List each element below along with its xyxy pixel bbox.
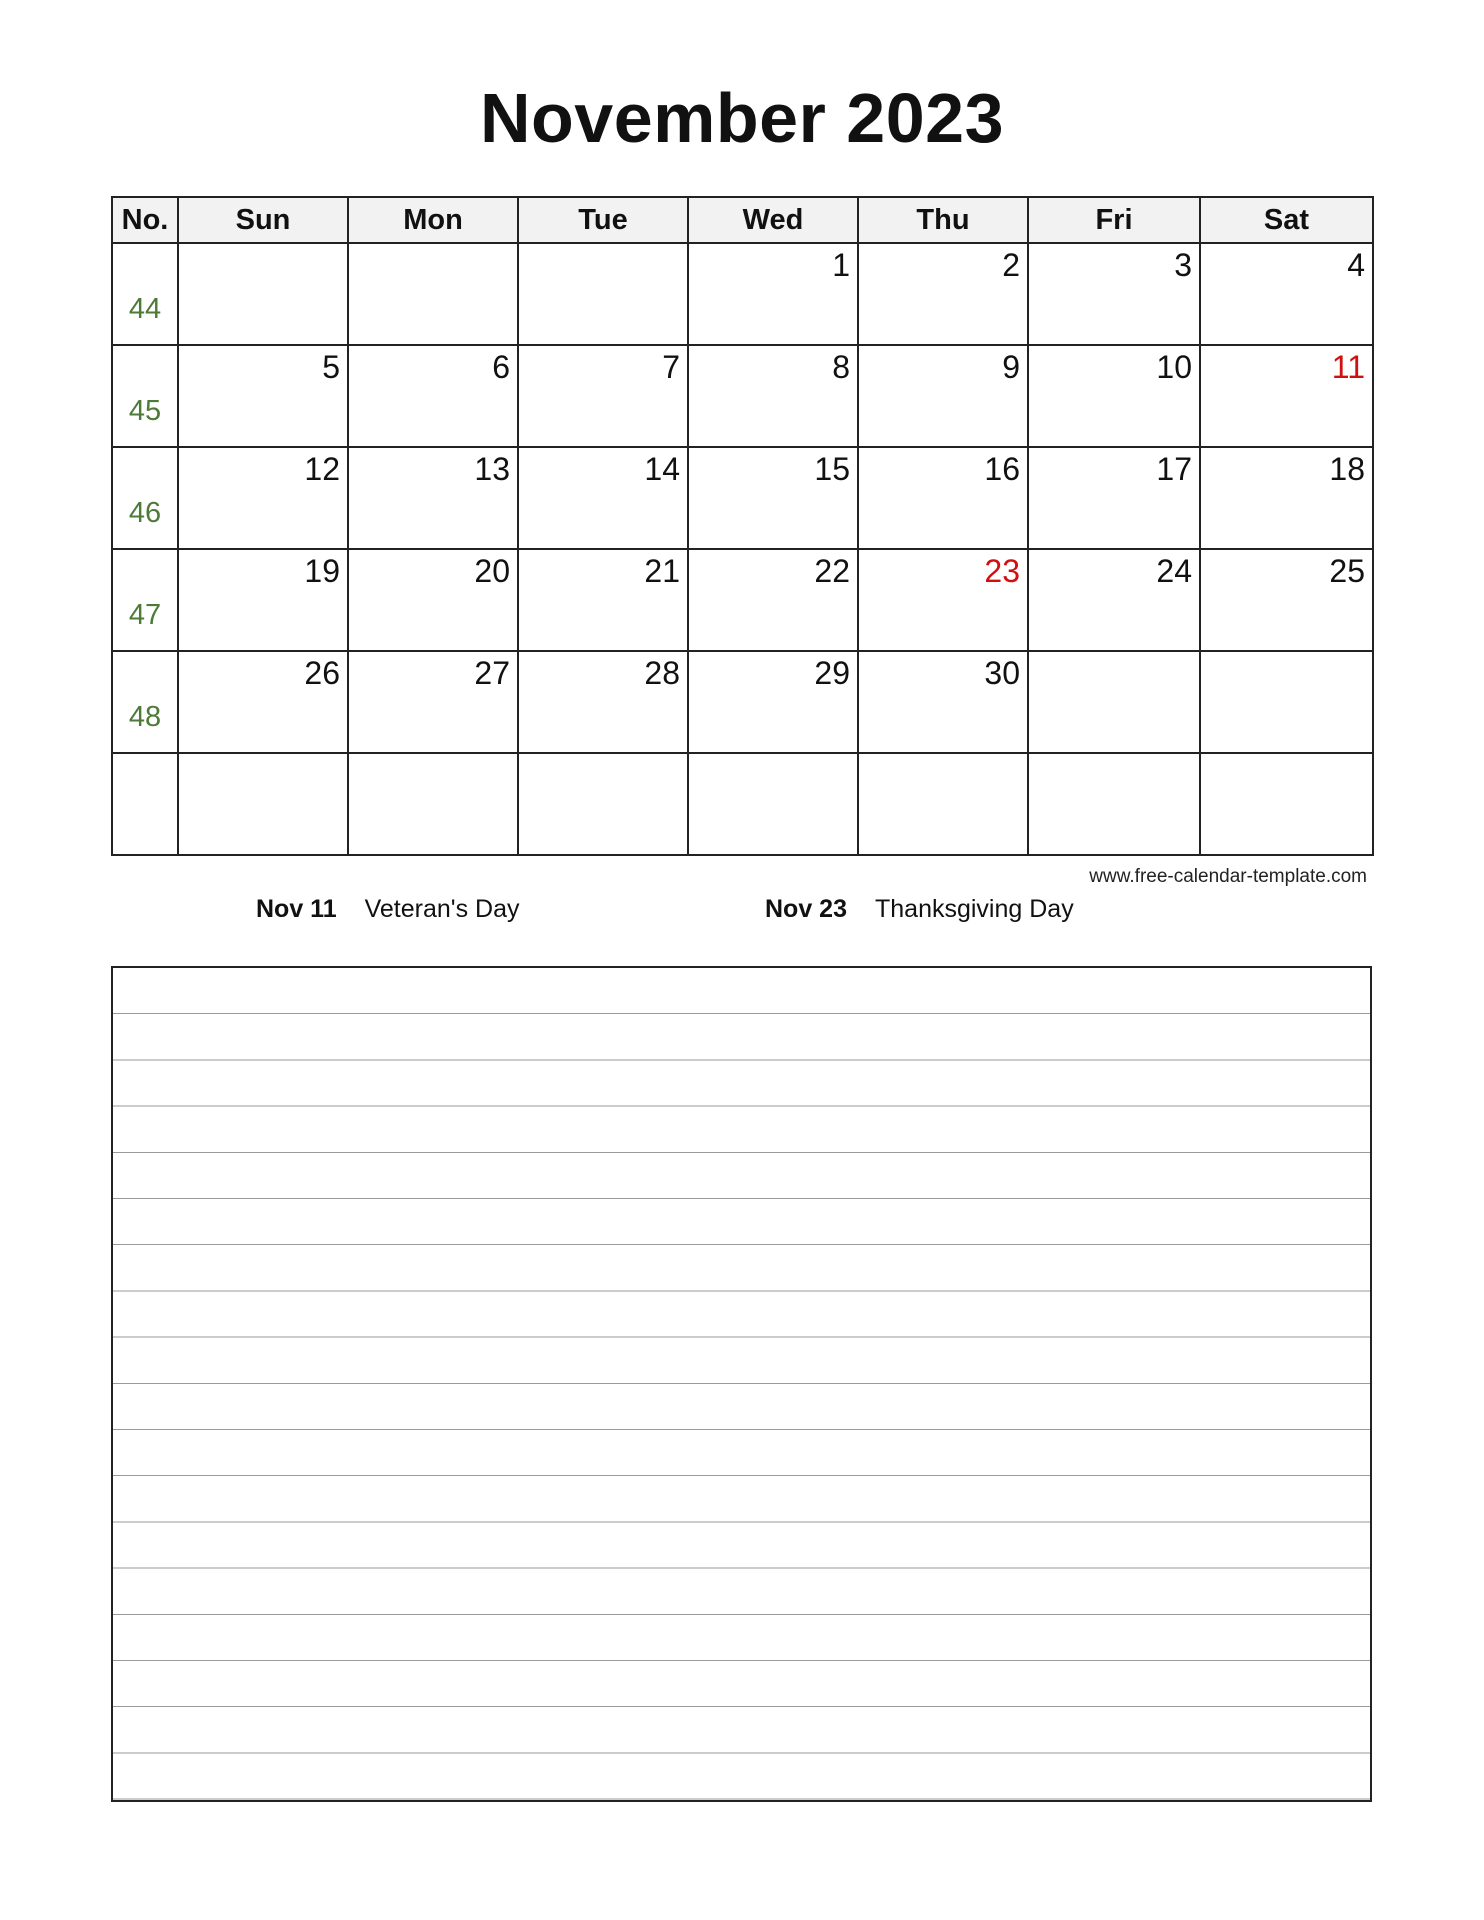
day-number: 23	[984, 553, 1020, 589]
day-number: 7	[662, 349, 680, 385]
weekday-header-sun: Sun	[178, 197, 348, 243]
week-number: 44	[128, 292, 162, 325]
day-cell-wed[interactable]	[688, 753, 858, 855]
day-number: 25	[1329, 553, 1365, 589]
day-number: 10	[1156, 349, 1192, 385]
holiday-date: Nov 23	[765, 895, 847, 923]
day-number: 21	[644, 553, 680, 589]
week-number-cell	[112, 651, 178, 753]
week-number: 48	[128, 700, 162, 733]
day-cell-mon[interactable]	[348, 345, 518, 447]
week-row	[112, 447, 1373, 549]
day-number: 15	[814, 451, 850, 487]
day-cell-fri[interactable]	[1028, 651, 1200, 753]
week-row	[112, 753, 1373, 855]
day-cell-fri[interactable]	[1028, 243, 1200, 345]
day-cell-sun[interactable]	[178, 753, 348, 855]
day-cell-wed[interactable]	[688, 549, 858, 651]
day-cell-tue[interactable]	[518, 549, 688, 651]
day-cell-sat[interactable]	[1200, 243, 1373, 345]
weekday-header-thu: Thu	[858, 197, 1028, 243]
week-number: 45	[128, 394, 162, 427]
day-cell-mon[interactable]	[348, 753, 518, 855]
week-number-cell	[112, 243, 178, 345]
weekday-header-wed: Wed	[688, 197, 858, 243]
day-cell-sun[interactable]	[178, 345, 348, 447]
notes-lined-area[interactable]	[111, 966, 1372, 1802]
day-cell-tue[interactable]	[518, 753, 688, 855]
day-cell-sat[interactable]	[1200, 549, 1373, 651]
week-number-cell	[112, 447, 178, 549]
day-cell-thu[interactable]	[858, 549, 1028, 651]
week-row	[112, 549, 1373, 651]
day-cell-thu[interactable]	[858, 651, 1028, 753]
day-cell-wed[interactable]	[688, 243, 858, 345]
website-credit: www.free-calendar-template.com	[1089, 866, 1367, 887]
day-cell-fri[interactable]	[1028, 549, 1200, 651]
day-number: 27	[474, 655, 510, 691]
day-number: 26	[304, 655, 340, 691]
day-number: 11	[1331, 349, 1365, 385]
day-number: 18	[1329, 451, 1365, 487]
day-cell-sat[interactable]	[1200, 345, 1373, 447]
day-cell-tue[interactable]	[518, 651, 688, 753]
day-cell-wed[interactable]	[688, 651, 858, 753]
day-number: 3	[1174, 247, 1192, 283]
day-cell-sun[interactable]	[178, 447, 348, 549]
day-number: 6	[492, 349, 510, 385]
day-cell-sun[interactable]	[178, 243, 348, 345]
week-number: 47	[128, 598, 162, 631]
day-cell-sun[interactable]	[178, 651, 348, 753]
day-cell-mon[interactable]	[348, 243, 518, 345]
day-cell-fri[interactable]	[1028, 753, 1200, 855]
day-cell-mon[interactable]	[348, 549, 518, 651]
holiday-entry	[765, 895, 1074, 924]
day-number: 14	[644, 451, 680, 487]
day-cell-thu[interactable]	[858, 243, 1028, 345]
weekday-header-row	[112, 197, 1373, 243]
day-cell-thu[interactable]	[858, 753, 1028, 855]
holiday-date: Nov 11	[256, 895, 337, 923]
day-number: 12	[304, 451, 340, 487]
weekday-header-mon: Mon	[348, 197, 518, 243]
day-cell-sun[interactable]	[178, 549, 348, 651]
day-number: 5	[322, 349, 340, 385]
day-number: 30	[984, 655, 1020, 691]
day-cell-thu[interactable]	[858, 345, 1028, 447]
day-number: 24	[1156, 553, 1192, 589]
day-cell-mon[interactable]	[348, 447, 518, 549]
week-row	[112, 243, 1373, 345]
day-number: 13	[474, 451, 510, 487]
day-cell-mon[interactable]	[348, 651, 518, 753]
day-number: 17	[1156, 451, 1192, 487]
weekday-header-sat: Sat	[1200, 197, 1373, 243]
calendar-grid	[111, 196, 1374, 856]
day-number: 4	[1347, 247, 1365, 283]
week-number-cell	[112, 345, 178, 447]
day-number: 1	[832, 247, 850, 283]
day-number: 28	[644, 655, 680, 691]
day-cell-sat[interactable]	[1200, 753, 1373, 855]
day-cell-thu[interactable]	[858, 447, 1028, 549]
day-cell-wed[interactable]	[688, 447, 858, 549]
holiday-entry	[256, 895, 519, 924]
day-number: 19	[304, 553, 340, 589]
day-cell-tue[interactable]	[518, 243, 688, 345]
week-row	[112, 345, 1373, 447]
day-number: 29	[814, 655, 850, 691]
week-number: 46	[128, 496, 162, 529]
day-number: 16	[984, 451, 1020, 487]
week-number-header: No.	[112, 197, 178, 243]
page-title: November 2023	[479, 79, 1004, 157]
day-number: 8	[832, 349, 850, 385]
day-number: 2	[1002, 247, 1020, 283]
day-number: 20	[474, 553, 510, 589]
day-cell-sat[interactable]	[1200, 447, 1373, 549]
week-number-cell	[112, 753, 178, 855]
day-cell-tue[interactable]	[518, 345, 688, 447]
week-row	[112, 651, 1373, 753]
holiday-name: Veteran's Day	[364, 895, 520, 923]
day-cell-wed[interactable]	[688, 345, 858, 447]
day-cell-tue[interactable]	[518, 447, 688, 549]
day-cell-sat[interactable]	[1200, 651, 1373, 753]
weekday-header-tue: Tue	[518, 197, 688, 243]
day-number: 9	[1002, 349, 1020, 385]
weekday-header-fri: Fri	[1028, 197, 1200, 243]
holiday-name: Thanksgiving Day	[874, 895, 1074, 923]
day-number: 22	[814, 553, 850, 589]
day-cell-fri[interactable]	[1028, 447, 1200, 549]
week-number-cell	[112, 549, 178, 651]
day-cell-fri[interactable]	[1028, 345, 1200, 447]
